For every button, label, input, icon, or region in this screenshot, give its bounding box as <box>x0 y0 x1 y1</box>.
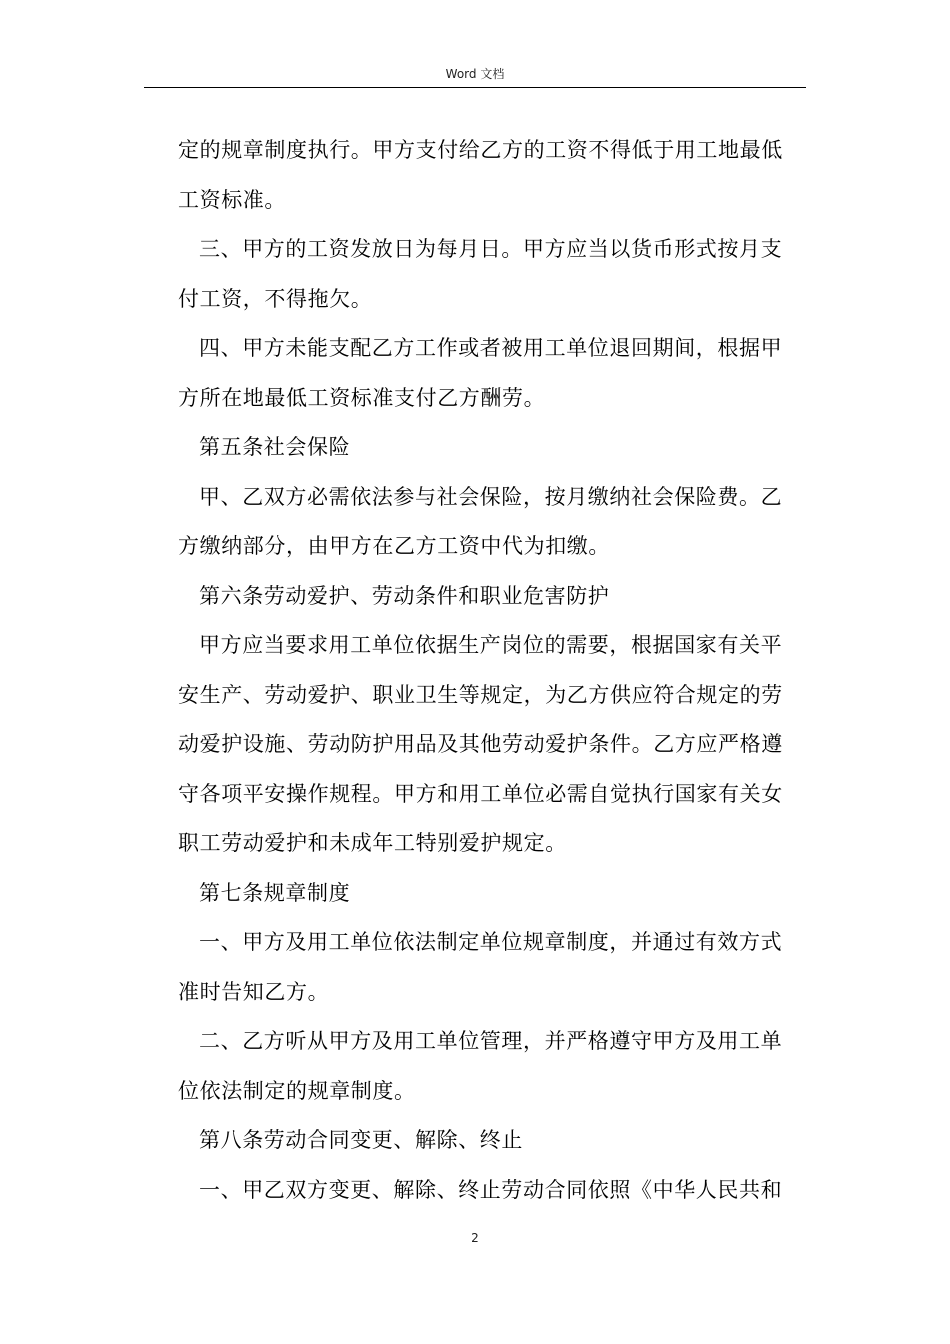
header-divider <box>144 87 806 88</box>
paragraph-line: 四、甲方未能支配乙方工作或者被用工单位退回期间，根据甲 <box>199 336 783 360</box>
paragraph-line: 一、甲乙双方变更、解除、终止劳动合同依照《中华人民共和 <box>199 1177 783 1202</box>
paragraph-line: 第六条劳动爱护、劳动条件和职业危害防护 <box>199 583 610 608</box>
paragraph <box>178 324 806 423</box>
paragraph <box>178 423 806 473</box>
paragraph-line: 甲、乙双方必需依法参与社会保险，按月缴纳社会保险费。乙 <box>199 484 783 509</box>
paragraph-line: 方缴纳部分，由甲方在乙方工资中代为扣缴。 <box>178 534 610 558</box>
paragraph-line: 安生产、劳动爱护、职业卫生等规定，为乙方供应符合规定的劳 <box>178 682 783 707</box>
paragraph <box>178 126 806 225</box>
paragraph-line: 守各项平安操作规程。甲方和用工单位必需自觉执行国家有关女 <box>178 781 783 806</box>
paragraph-line: 付工资，不得拖欠。 <box>178 286 373 311</box>
paragraph <box>178 1116 806 1166</box>
paragraph <box>178 473 806 572</box>
page-footer <box>0 1230 950 1246</box>
paragraph-line: 第七条规章制度 <box>199 880 351 905</box>
page-header <box>144 66 806 82</box>
document-body <box>178 126 806 1215</box>
paragraph <box>178 869 806 919</box>
paragraph <box>178 572 806 622</box>
paragraph <box>178 621 806 869</box>
paragraph-line: 方所在地最低工资标准支付乙方酬劳。 <box>178 385 546 410</box>
paragraph-line: 工资标准。 <box>178 187 286 212</box>
paragraph <box>178 225 806 324</box>
paragraph <box>178 1017 806 1116</box>
paragraph-line: 第五条社会保险 <box>199 435 351 459</box>
paragraph-line: 三、甲方的工资发放日为每月日。甲方应当以货币形式按月支 <box>199 237 783 261</box>
paragraph-line: 职工劳动爱护和未成年工特别爱护规定。 <box>178 831 567 855</box>
header-title: Word 文档 <box>445 67 505 81</box>
paragraph-line: 动爱护设施、劳动防护用品及其他劳动爱护条件。乙方应严格遵 <box>178 732 783 756</box>
paragraph-line: 定的规章制度执行。甲方支付给乙方的工资不得低于用工地最低 <box>178 138 783 162</box>
paragraph <box>178 1166 806 1216</box>
paragraph-line: 准时告知乙方。 <box>178 979 330 1004</box>
page-number: 2 <box>471 1231 479 1245</box>
paragraph-line: 第八条劳动合同变更、解除、终止 <box>199 1128 523 1152</box>
paragraph-line: 二、乙方听从甲方及用工单位管理，并严格遵守甲方及用工单 <box>199 1029 783 1053</box>
paragraph <box>178 918 806 1017</box>
paragraph-line: 位依法制定的规章制度。 <box>178 1078 416 1103</box>
paragraph-line: 甲方应当要求用工单位依据生产岗位的需要，根据国家有关平 <box>199 633 783 657</box>
paragraph-line: 一、甲方及用工单位依法制定单位规章制度，并通过有效方式 <box>199 930 783 954</box>
